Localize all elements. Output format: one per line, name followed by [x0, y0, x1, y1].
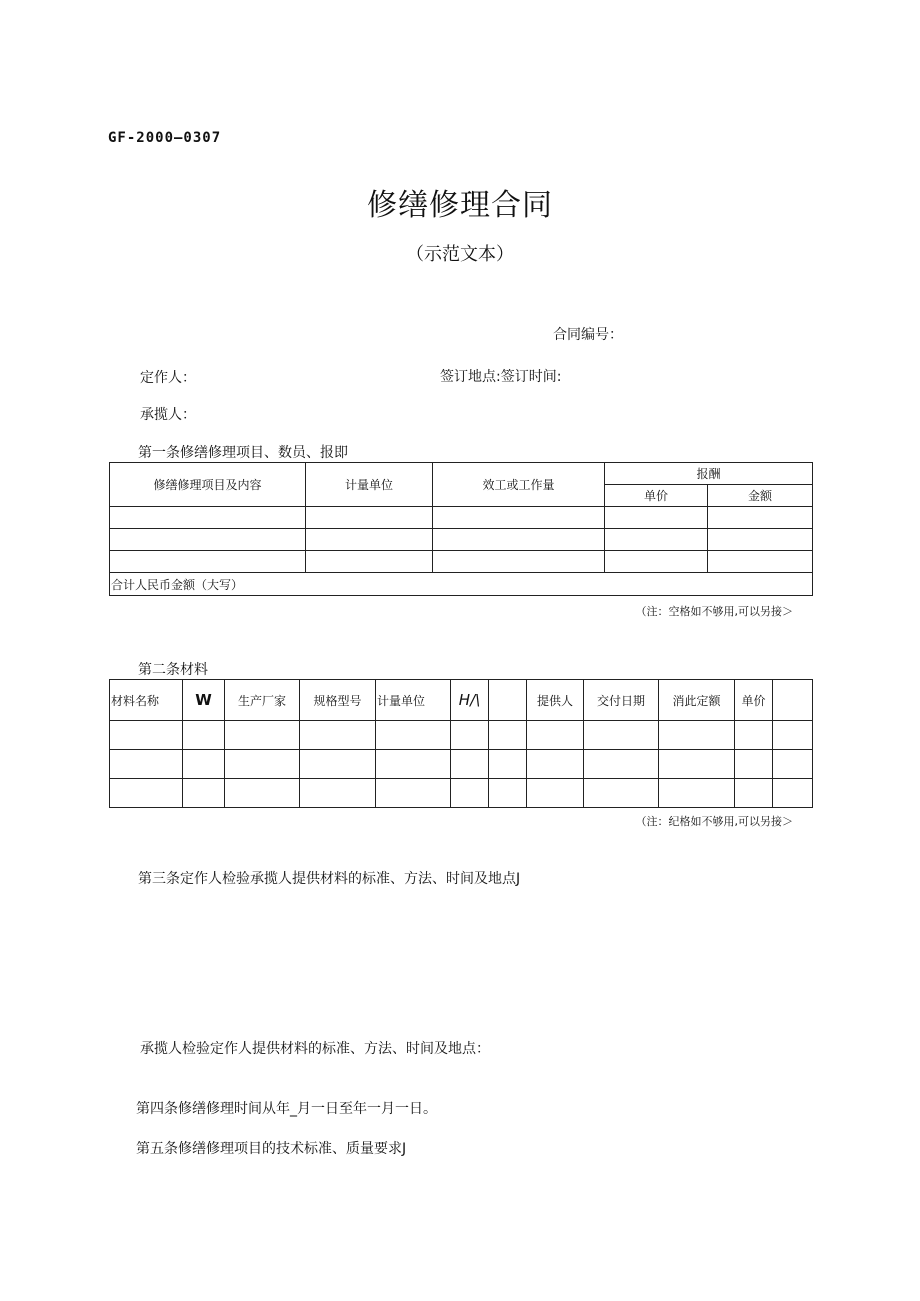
table-cell[interactable]	[225, 721, 300, 750]
table-cell[interactable]	[773, 779, 813, 808]
table-cell[interactable]	[433, 551, 605, 573]
header-unit-price: 单价	[735, 680, 773, 721]
table-cell[interactable]	[300, 721, 376, 750]
table-cell[interactable]	[433, 529, 605, 551]
article-1-heading: 第一条修缮修理项目、数员、报即	[138, 445, 348, 461]
header-col-7	[489, 680, 527, 721]
table-cell[interactable]	[708, 551, 813, 573]
table-cell[interactable]	[110, 551, 306, 573]
table-cell[interactable]	[773, 750, 813, 779]
document-subtitle: （示范文本）	[406, 244, 514, 265]
header-price: 单价	[605, 485, 708, 507]
table-cell[interactable]	[605, 507, 708, 529]
table-cell[interactable]	[584, 721, 659, 750]
header-delivery-date: 交付日期	[584, 680, 659, 721]
orderer-label: 定作人：	[140, 370, 196, 386]
header-pay: 报酬	[605, 463, 813, 485]
repair-items-table	[109, 462, 813, 596]
table-cell[interactable]	[306, 507, 433, 529]
table-row	[110, 779, 813, 808]
table-cell[interactable]	[489, 750, 527, 779]
header-workload: 效工或工作量	[433, 463, 605, 507]
table-cell[interactable]	[584, 750, 659, 779]
header-material-name: 材料名称	[110, 680, 183, 721]
table-cell[interactable]	[605, 529, 708, 551]
article-2-heading: 第二条材料	[138, 662, 208, 678]
header-consumption-quota: 消此定额	[659, 680, 735, 721]
document-code: GF-2000—0307	[108, 130, 222, 146]
article-5-text: 第五条修缮修理项目的技术标准、质量要求J	[136, 1141, 407, 1157]
contract-number-label: 合同编号：	[553, 327, 623, 343]
table-cell[interactable]	[300, 779, 376, 808]
header-item: 修缮修理项目及内容	[110, 463, 306, 507]
table-cell[interactable]	[451, 721, 489, 750]
table-cell[interactable]	[376, 721, 451, 750]
header-spec-model: 规格型号	[300, 680, 376, 721]
table-row	[110, 750, 813, 779]
sign-place-time-label: 签订地点:签订时间:	[440, 369, 562, 385]
table-cell[interactable]	[605, 551, 708, 573]
document-title: 修缮修理合同	[367, 188, 553, 223]
table-cell[interactable]	[489, 721, 527, 750]
table-cell[interactable]	[659, 721, 735, 750]
table-cell[interactable]	[225, 750, 300, 779]
table-cell[interactable]	[183, 721, 225, 750]
header-provider: 提供人	[527, 680, 584, 721]
table-row	[110, 551, 813, 573]
table-cell[interactable]	[735, 721, 773, 750]
total-amount-label[interactable]: 合计人民币金额（大写）	[110, 573, 813, 596]
table-cell[interactable]	[584, 779, 659, 808]
table-cell[interactable]	[110, 529, 306, 551]
table-cell[interactable]	[376, 750, 451, 779]
table-cell[interactable]	[183, 779, 225, 808]
table-cell[interactable]	[527, 779, 584, 808]
table-cell[interactable]	[527, 750, 584, 779]
table-cell[interactable]	[110, 507, 306, 529]
article-3-heading: 第三条定作人检验承揽人提供材料的标准、方法、时间及地点J	[138, 871, 521, 887]
contractor-label: 承揽人：	[140, 407, 196, 423]
table-cell[interactable]	[659, 779, 735, 808]
table-cell[interactable]	[489, 779, 527, 808]
table-cell[interactable]	[708, 507, 813, 529]
table-cell[interactable]	[451, 779, 489, 808]
header-unit: 计量单位	[376, 680, 451, 721]
table-cell[interactable]	[433, 507, 605, 529]
header-col-2: W	[183, 680, 225, 721]
table-cell[interactable]	[306, 551, 433, 573]
table-cell[interactable]	[110, 750, 183, 779]
table-cell[interactable]	[773, 721, 813, 750]
article-1-note: （注：空格如不够用,可以另接＞	[635, 605, 793, 618]
table-cell[interactable]	[659, 750, 735, 779]
table-cell[interactable]	[183, 750, 225, 779]
table-cell[interactable]	[306, 529, 433, 551]
table-cell[interactable]	[300, 750, 376, 779]
header-amount: 金额	[708, 485, 813, 507]
table-cell[interactable]	[110, 779, 183, 808]
article-4-text: 第四条修缮修理时间从年_月一日至年一月一日。	[136, 1101, 437, 1117]
table-cell[interactable]	[451, 750, 489, 779]
table-cell[interactable]	[708, 529, 813, 551]
table-cell[interactable]	[735, 750, 773, 779]
header-col-6: H/\	[451, 680, 489, 721]
table-cell[interactable]	[110, 721, 183, 750]
table-row	[110, 507, 813, 529]
article-2-note: （注：纪格如不够用,可以另接＞	[635, 815, 793, 828]
table-cell[interactable]	[527, 721, 584, 750]
header-col-12	[773, 680, 813, 721]
table-row	[110, 721, 813, 750]
materials-table	[109, 679, 813, 808]
table-cell[interactable]	[735, 779, 773, 808]
header-manufacturer: 生产厂家	[225, 680, 300, 721]
header-unit: 计量单位	[306, 463, 433, 507]
table-row	[110, 529, 813, 551]
table-cell[interactable]	[376, 779, 451, 808]
article-3-subclause: 承揽人检验定作人提供材料的标准、方法、时间及地点：	[140, 1041, 490, 1057]
table-cell[interactable]	[225, 779, 300, 808]
